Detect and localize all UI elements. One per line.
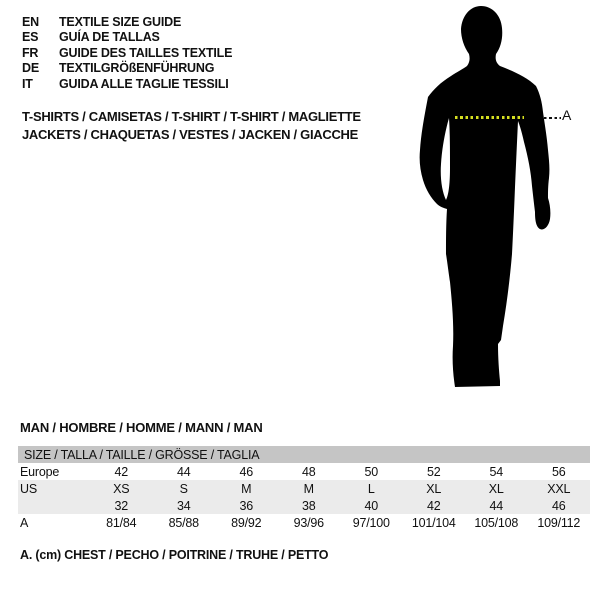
table-row	[18, 480, 590, 497]
language-row	[22, 77, 232, 92]
tshirts-line: T-SHIRTS / CAMISETAS / T-SHIRT / T-SHIRT / MAGLIETTE	[22, 109, 361, 124]
language-code: FR	[22, 45, 39, 60]
language-code: DE	[22, 61, 39, 76]
size-table-header: SIZE / TALLA / TAILLE / GRÖSSE / TAGLIA	[18, 446, 590, 463]
size-table	[18, 446, 590, 531]
size-cell: XXL	[528, 480, 591, 497]
size-cell: 93/96	[293, 515, 324, 530]
section-title-man: MAN / HOMBRE / HOMME / MANN / MAN	[20, 420, 263, 435]
size-cell: M	[215, 480, 278, 497]
size-cell: 36	[215, 497, 278, 514]
size-table-header-row	[18, 446, 590, 463]
row-label: Europe	[20, 464, 60, 479]
size-cell: 97/100	[352, 515, 390, 530]
size-cell: 40	[340, 497, 403, 514]
size-cell: M	[278, 480, 341, 497]
size-cell: 46	[239, 464, 253, 479]
man-silhouette	[403, 2, 563, 390]
row-label	[18, 497, 90, 514]
language-title: GUIDE DES TAILLES TEXTILE	[59, 45, 233, 60]
category-lines	[22, 108, 361, 143]
table-row	[18, 497, 590, 514]
size-cell: 32	[90, 497, 153, 514]
language-title: TEXTILGRÖßENFÜHRUNG	[59, 61, 215, 76]
language-row	[22, 61, 232, 76]
row-label: A	[20, 515, 29, 530]
language-title: TEXTILE SIZE GUIDE	[59, 15, 182, 29]
size-cell: 101/104	[411, 515, 456, 530]
language-code: EN	[22, 15, 39, 29]
language-title: GUÍA DE TALLAS	[59, 30, 160, 45]
size-cell: XL	[403, 480, 466, 497]
size-cell: 38	[278, 497, 341, 514]
size-cell: S	[153, 480, 216, 497]
size-cell: 44	[465, 497, 528, 514]
size-cell: 48	[301, 464, 316, 479]
language-row	[22, 46, 232, 61]
language-code: ES	[22, 30, 39, 45]
table-row	[18, 514, 590, 531]
size-cell: 89/92	[231, 515, 262, 530]
size-cell: L	[340, 480, 403, 497]
language-guide-list	[22, 15, 232, 92]
size-cell: 34	[153, 497, 216, 514]
table-row	[18, 463, 590, 480]
size-cell: XL	[465, 480, 528, 497]
jackets-line: JACKETS / CHAQUETAS / VESTES / JACKEN / GIACCHE	[22, 126, 358, 142]
footnote-chest: A. (cm) CHEST / PECHO / POITRINE / TRUHE / PETTO	[20, 548, 329, 562]
size-cell: 105/108	[474, 515, 519, 530]
measure-label-a: A	[562, 107, 572, 123]
chest-measure-line-outer	[544, 117, 561, 119]
size-cell: 81/84	[106, 515, 137, 530]
language-row	[22, 15, 232, 30]
language-row	[22, 30, 232, 45]
row-label: US	[18, 480, 90, 497]
language-code: IT	[22, 76, 33, 91]
man-silhouette-outline	[420, 6, 551, 387]
size-cell: 42	[403, 497, 466, 514]
size-cell: 46	[528, 497, 591, 514]
size-cell: 50	[364, 464, 378, 479]
size-cell: 42	[114, 464, 128, 479]
size-cell: XS	[90, 480, 153, 497]
size-cell: 52	[426, 464, 441, 479]
size-cell: 44	[176, 464, 191, 479]
size-cell: 85/88	[168, 515, 199, 530]
size-cell: 54	[489, 464, 503, 479]
size-cell: 56	[551, 464, 566, 479]
chest-measure-line-inner	[455, 116, 524, 119]
size-cell: 109/112	[537, 515, 581, 530]
language-title: GUIDA ALLE TAGLIE TESSILI	[59, 76, 229, 91]
